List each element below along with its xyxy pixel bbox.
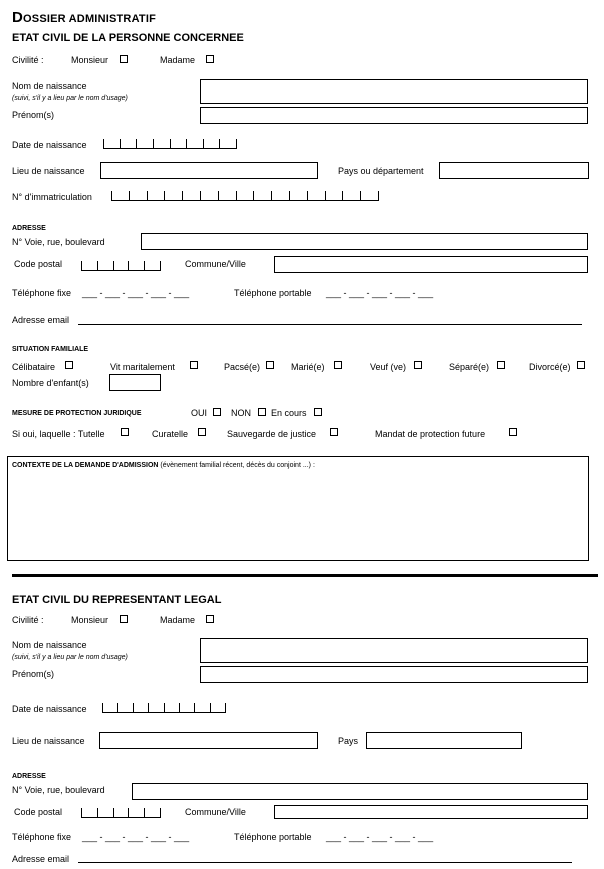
nom-naissance-field[interactable] [200,79,588,104]
tutelle-label: Si oui, laquelle : Tutelle [12,429,105,439]
separe-checkbox[interactable] [497,361,505,369]
separe-label: Séparé(e) [449,362,490,372]
pays2-label: Pays [338,736,359,746]
pacse-label: Pacsé(e) [224,362,261,372]
tel-portable-label: Téléphone portable [234,288,312,298]
non-label: NON [231,408,251,418]
contexte-field[interactable] [7,456,589,561]
voie-label: N° Voie, rue, boulevard [12,237,105,247]
madame-label: Madame [160,55,196,65]
date-naissance2-field[interactable] [102,698,226,713]
protection-heading: MESURE DE PROTECTION JURIDIQUE [12,410,142,417]
curatelle-label: Curatelle [152,429,189,439]
veuf-checkbox[interactable] [414,361,422,369]
marie-label: Marié(e) [291,362,325,372]
section-divider [12,574,598,577]
situation-heading: SITUATION FAMILIALE [12,346,89,353]
adresse1-heading: ADRESSE [12,225,46,232]
tel-fixe-field[interactable]: ___ - ___ - ___ - ___ - ___ [82,288,190,298]
pays-dept-field[interactable] [439,162,589,179]
oui-label: OUI [191,408,208,418]
immatriculation-field[interactable] [111,186,379,201]
contexte-heading: CONTEXTE DE LA DEMANDE D'ADMISSION [12,462,159,469]
sauvegarde-checkbox[interactable] [330,428,338,436]
vit-maritalement-label: Vit maritalement [110,362,175,372]
curatelle-checkbox[interactable] [198,428,206,436]
monsieur-label: Monsieur [71,55,109,65]
code-postal-label: Code postal [14,259,63,269]
pacse-checkbox[interactable] [266,361,274,369]
veuf-label: Veuf (ve) [370,362,407,372]
monsieur2-checkbox[interactable] [120,615,128,623]
civilite2-label: Civilité : [12,615,44,625]
lieu-naissance-label: Lieu de naissance [12,166,85,176]
voie2-label: N° Voie, rue, boulevard [12,785,105,795]
voie2-field[interactable] [132,783,588,800]
immatriculation-label: N° d'immatriculation [12,192,92,202]
prenoms-field[interactable] [200,107,588,124]
section2-title: ETAT CIVIL DU REPRESENTANT LEGAL [12,594,222,606]
email-field[interactable] [78,324,582,325]
code-postal2-field[interactable] [81,803,161,818]
commune-label: Commune/Ville [185,259,246,269]
madame2-label: Madame [160,615,196,625]
voie-field[interactable] [141,233,588,250]
tel-portable-field[interactable]: ___ - ___ - ___ - ___ - ___ [326,288,434,298]
date-naissance-field[interactable] [103,134,237,149]
nom-usage2-note: (suivi, s'il y a lieu par le nom d'usage) [12,654,128,661]
enfants-label: Nombre d'enfant(s) [12,378,89,388]
madame2-checkbox[interactable] [206,615,214,623]
non-checkbox[interactable] [258,408,266,416]
en-cours-label: En cours [271,408,307,418]
tel-portable2-field[interactable]: ___ - ___ - ___ - ___ - ___ [326,832,434,842]
date-naissance-label: Date de naissance [12,140,87,150]
enfants-field[interactable] [109,374,161,391]
celibataire-checkbox[interactable] [65,361,73,369]
contexte-label [12,462,315,469]
prenoms2-field[interactable] [200,666,588,683]
commune2-field[interactable] [274,805,588,819]
date-naissance2-label: Date de naissance [12,704,87,714]
en-cours-checkbox[interactable] [314,408,322,416]
lieu-naissance2-label: Lieu de naissance [12,736,85,746]
monsieur2-label: Monsieur [71,615,109,625]
oui-checkbox[interactable] [213,408,221,416]
vit-maritalement-checkbox[interactable] [190,361,198,369]
tutelle-checkbox[interactable] [121,428,129,436]
pays2-field[interactable] [366,732,522,749]
divorce-label: Divorcé(e) [529,362,571,372]
commune-field[interactable] [274,256,588,273]
email2-label: Adresse email [12,854,70,864]
contexte-note: (évènement familial récent, décès du conjoint ...) : [160,462,315,469]
adresse2-heading: ADRESSE [12,773,46,780]
lieu-naissance-field[interactable] [100,162,318,179]
code-postal-field[interactable] [81,256,161,271]
email-label: Adresse email [12,315,70,325]
prenoms2-label: Prénom(s) [12,669,55,679]
monsieur-checkbox[interactable] [120,55,128,63]
civilite-label: Civilité : [12,55,44,65]
nom-naissance2-field[interactable] [200,638,588,663]
tel-fixe2-field[interactable]: ___ - ___ - ___ - ___ - ___ [82,832,190,842]
celibataire-label: Célibataire [12,362,56,372]
nom-naissance2-label: Nom de naissance [12,640,87,650]
doc-title: DOSSIER ADMINISTRATIF [12,9,156,26]
email2-field[interactable] [78,862,572,863]
code-postal2-label: Code postal [14,807,63,817]
tel-fixe-label: Téléphone fixe [12,288,72,298]
commune2-label: Commune/Ville [185,807,246,817]
madame-checkbox[interactable] [206,55,214,63]
nom-usage-note: (suivi, s'il y a lieu par le nom d'usage) [12,95,128,102]
mandat-label: Mandat de protection future [375,429,486,439]
tel-portable2-label: Téléphone portable [234,832,312,842]
pays-dept-label: Pays ou département [338,166,424,176]
prenoms-label: Prénom(s) [12,110,55,120]
nom-naissance-label: Nom de naissance [12,81,87,91]
divorce-checkbox[interactable] [577,361,585,369]
tel-fixe2-label: Téléphone fixe [12,832,72,842]
section1-title: ETAT CIVIL DE LA PERSONNE CONCERNEE [12,32,244,44]
marie-checkbox[interactable] [334,361,342,369]
mandat-checkbox[interactable] [509,428,517,436]
lieu-naissance2-field[interactable] [99,732,318,749]
sauvegarde-label: Sauvegarde de justice [227,429,317,439]
